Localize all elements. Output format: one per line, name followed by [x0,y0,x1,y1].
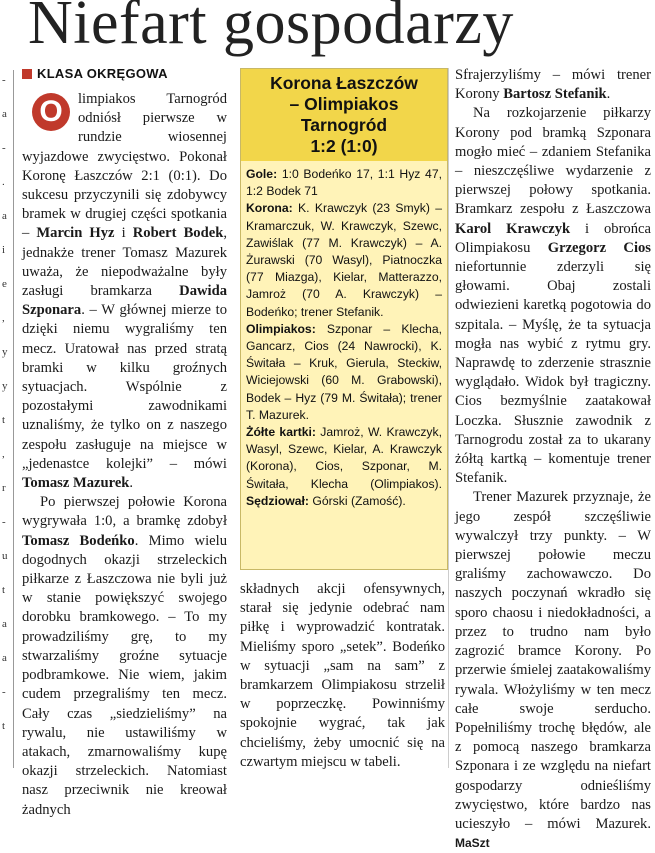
article-headline: Niefart gospodarzy [28,0,514,57]
match-title-line2: – Olimpiakos Tarnogród [289,94,399,135]
section-kicker: KLASA OKRĘGOWA [22,66,168,81]
margin-fragment: t [2,584,6,596]
player-name: Grzegorz Cios [547,239,651,256]
match-title [241,69,447,161]
coach-name: Bartosz Stefanik [503,86,607,103]
match-title-line1: Korona Łaszczów [270,73,418,93]
author-signature: MaSzt [455,836,490,851]
margin-fragment: e [2,278,7,290]
article-column-1: O limpiakos Tarnogród odniósł pierwsze w rundzie wiosennej wyjazdowe zwycięstwo. Pokonał Koronę Łaszczów 2:1 (0:1). Do sukcesu przyczynili się zdobywcy bramek w drugiej części spotkania – Marcin Hyz i Robert Bodek, jednakże trener Tomasz Mazurek uważa, że niepodważalne były zasługi bramkarza Dawida Szponara. – W głównej mierze to dzięki niemu wygraliśmy ten mecz. Uratował nas przed stratą bramki w kilku groźnych sytuacjach. Wspólnie z pozostałymi zawodnikami uznaliśmy, że tylko on z naszego zespołu zasługuje na miejsce w „jedenastce kolejki” – mówi Tomasz Mazurek. Po pierwszej połowie Korona wygrywała 1:0, a bramkę zdobył Tomasz Bodeńko. Mimo wielu dogodnych okazji strzeleckich piłkarze z Łaszczowa nie byli już w stanie powiększyć swojego dorobku bramkowego. – To my prowadziliśmy grę, to my stwarzaliśmy groźne sytuacje podbramkowe. Nie wiem, jakim cudem przegraliśmy ten mecz. Cały czas „siedzieliśmy” na rywalu, nie ustawiliśmy w atakach, zmarnowaliśmy kupę okazji strzeleckich. Natomiast nasz przeciwnik nie kreował żadnych [22,91,227,818]
match-info-box [240,68,448,570]
margin-fragment: t [2,414,6,426]
margin-fragment: a [2,652,7,664]
col1-text: limpiakos Tarnogród odniósł pierwsze w rundzie wiosennej wyjazdowe zwycięstwo. Pokonał Koronę Łaszczów 2:1 (0:1). Do sukcesu przyczynili się zdobywcy bramek w drugiej części spotkania – [22,91,227,242]
goals-text: 1:0 Bodeńko 17, 1:1 Hyz 47, 1:2 Bodek 71 [246,167,442,199]
left-margin-fragments [0,72,12,768]
match-details: Gole: 1:0 Bodeńko 17, 1:1 Hyz 47, 1:2 Bodek 71 Korona: K. Krawczyk (23 Smyk) – Kramarczuk, W. Krawczyk, Szewc, Zawiślak (77 M. Krawczyk) – A. Żurawski (70 Wasyl), Piatnoczka (77 Miazga), Kielar, Matterazzo, Jamroż (70 A. Krawczyk) – Bodeńko; trener Stefanik. Olimpiakos: Szponar – Klecha, Gancarz, Cios (24 Nawrocki), K. Świtała – Kruk, Gierula, Steckiw, Wiciejowski (60 M. Grabowski), Bodek – Hyz (79 M. Świtała); trener T. Mazurek. Żółte kartki: Jamroż, W. Krawczyk, Wasyl, Szewc, Kielar, A. Krawczyk (Korona), Cios, Szponar, M. Świtała, Klecha (Olimpiakos). Sędziował: Górski (Zamość). [246,167,442,508]
margin-fragment: - [2,516,6,528]
margin-fragment: a [2,618,7,630]
margin-fragment: u [2,550,8,562]
article-column-2 [240,580,445,772]
player-name: Marcin Hyz [36,225,115,242]
yellow-cards: Jamroż, W. Krawczyk, Wasyl, Szewc, Kielar, A. Krawczyk (Korona), Cios, Szponar, M. Świtała, Klecha (Olimpiakos). [246,425,442,491]
margin-fragment: , [2,448,5,460]
match-score: 1:2 (1:0) [310,136,378,156]
korona-lineup: K. Krawczyk (23 Smyk) – Kramarczuk, W. Krawczyk, Szewc, Zawiślak (77 M. Krawczyk) – A. Żurawski (70 Wasyl), Piatnoczka (77 Miazga), Kielar, Matterazzo, Jamroż (70 A. Krawczyk) – Bodeńko; trener Stefanik. [246,201,442,319]
margin-fragment: i [2,244,6,256]
margin-fragment: a [2,210,7,222]
referee: Górski (Zamość). [308,493,406,508]
margin-fragment: r [2,482,6,494]
margin-fragment: a [2,108,7,120]
column-divider-right [448,68,449,768]
player-name: Tomasz Bodeńko [22,532,135,549]
article-column-3: Sfrajerzyliśmy – mówi trener Korony Bartosz Stefanik. Na rozkojarzenie piłkarzy Korony pod bramką Szponara mogło mieć – zdaniem Stefanika – nieszczęśliwe wydarzenie z pierwszej połowy spotkania. Bramkarz zespołu z Łaszczowa Karol Krawczyk i obrońca Olimpiakosu Grzegorz Cios niefortunnie zderzyli się głowami. Obaj zostali odwiezieni karetką pogotowia do szpitala. – Myślę, że ta sytuacja mogła nas wybić z rytmu gry. Naprawdę to zderzenie strasznie wyglądało. Widok był tragiczny. Cios bezmyślnie zaatakował Loczka. Słusznie zawodnik z Tarnogrodu został za to ukarany żółtą kartką – komentuje trener Stefanik. Trener Mazurek przyznaje, że jego zespół szczęśliwie wywalczył trzy punkty. – W pierwszej połowie meczu graliśmy zachowawczo. Do naszych poczynań wkradło się sporo chaosu i niedokładności, a przez to trudno nam było zagrozić bramce Korony. Po przerwie śmielej zaatakowaliśmy rywala. Włożyliśmy w ten mecz całe swoje serducho. Popełniliśmy trochę błędów, ale z pomocą naszego bramkarza Szponara i ze względu na niefart gospodarzy odnieśliśmy zwycięstwo, które bardzo nas ucieszyło – mówi Mazurek. MaSzt [455,67,651,851]
margin-fragment: - [2,142,6,154]
margin-fragment: - [2,74,6,86]
player-name: Karol Krawczyk [455,220,571,237]
player-name: Robert Bodek [132,225,224,242]
column-divider-left [13,70,14,768]
drop-cap: O [32,93,70,131]
coach-name: Tomasz Mazurek [22,475,130,492]
margin-fragment: y [2,380,8,392]
margin-fragment: y [2,346,8,358]
margin-fragment: . [2,176,5,188]
margin-fragment: , [2,312,5,324]
col2-text: składnych akcji ofensywnych, starał się jedynie odebrać nam piłkę i wyprowadzić kontratak. Mieliśmy sporo „setek”. Bodeńko w sytuacji „sam na sam” z bramkarzem Olimpiakosu strzelił w poprzeczkę. Powinniśmy spokojnie wygrać, tak jak chcieliśmy, żeby umocnić się na czwartym miejscu w tabeli. [240,581,445,770]
margin-fragment: t [2,720,6,732]
player-name: Dawida Szponara [22,283,227,319]
olimpiakos-lineup: Szponar – Klecha, Gancarz, Cios (24 Nawrocki), K. Świtała – Kruk, Gierula, Steckiw, Wiciejowski (60 M. Grabowski), Bodek – Hyz (79 M. Świtała); trener T. Mazurek. [246,321,442,422]
margin-fragment: - [2,686,6,698]
